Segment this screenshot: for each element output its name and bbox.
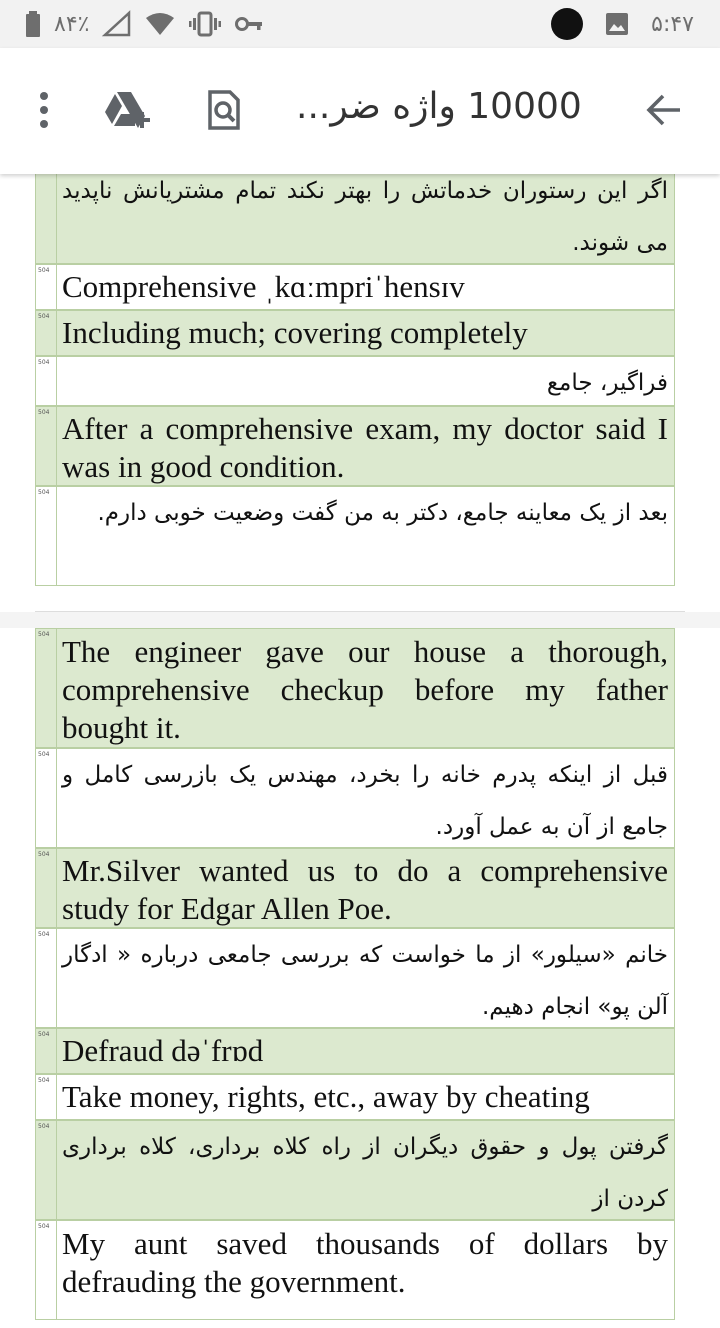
image-icon (605, 12, 629, 36)
app-toolbar (0, 48, 720, 174)
table-row (35, 848, 675, 928)
find-in-page-icon[interactable] (198, 84, 250, 136)
vpn-key-icon (235, 16, 263, 32)
row-number: 504 (38, 751, 50, 758)
english-text: Including much; covering completely (56, 311, 674, 355)
table-row (35, 1120, 675, 1220)
persian-text: بعد از یک معاینه جامع، دکتر به من گفت وضعیت خوبی دارم. (56, 487, 674, 585)
table-row (35, 628, 675, 748)
english-text: Comprehensive ˌkɑːmpriˈhensɪv (56, 265, 674, 309)
add-to-drive-icon[interactable] (102, 84, 154, 136)
english-text: Mr.Silver wanted us to do a comprehensive study for Edgar Allen Poe. (56, 849, 674, 927)
english-text: Defraud dəˈfrɒd (56, 1029, 674, 1073)
row-number: 504 (38, 631, 50, 638)
row-number: 504 (38, 931, 50, 938)
vibrate-icon (189, 12, 221, 36)
row-number: 504 (38, 313, 50, 320)
battery-level: ٨۴٪ (54, 11, 90, 37)
row-number: 504 (38, 1223, 50, 1230)
persian-text: خانم «سیلور» از ما خواست که بررسی جامعی درباره « ادگار آلن پو» انجام دهیم. (56, 929, 674, 1027)
table-row (35, 1220, 675, 1320)
table-row (35, 164, 675, 264)
persian-text: فراگیر، جامع (56, 357, 674, 405)
status-right (551, 10, 694, 38)
wifi-icon (145, 12, 175, 36)
table-row (35, 310, 675, 356)
page-separator (0, 612, 720, 628)
table-row (35, 356, 675, 406)
row-number: 504 (38, 1123, 50, 1130)
row-number: 504 (38, 489, 50, 496)
english-text: The engineer gave our house a thorough, comprehensive checkup before my father bought it. (56, 629, 674, 747)
table-row (35, 486, 675, 586)
table-row (35, 748, 675, 848)
battery-icon (26, 11, 40, 37)
record-dot-icon (551, 8, 583, 40)
row-number: 504 (38, 409, 50, 416)
english-text: After a comprehensive exam, my doctor said I was in good condition. (56, 407, 674, 485)
table-row (35, 928, 675, 1028)
english-text: My aunt saved thousands of dollars by defrauding the government. (56, 1221, 674, 1319)
table-row (35, 264, 675, 310)
document-title: 10000 واژه ضر... (296, 86, 582, 127)
row-number: 504 (38, 267, 50, 274)
table-row (35, 406, 675, 486)
more-vert-icon[interactable] (18, 84, 70, 136)
status-left (26, 10, 263, 38)
table-row (35, 1074, 675, 1120)
row-number: 504 (38, 1031, 50, 1038)
persian-text: اگر این رستوران خدماتش را بهتر نکند تمام مشتریانش ناپدید می شوند. (56, 165, 674, 263)
table-row (35, 1028, 675, 1074)
english-text: Take money, rights, etc., away by cheating (56, 1075, 674, 1119)
persian-text: قبل از اینکه پدرم خانه را بخرد، مهندس یک بازرسی کامل و جامع از آن به عمل آورد. (56, 749, 674, 847)
pdf-page (35, 164, 685, 612)
back-arrow-icon[interactable] (638, 84, 690, 136)
status-bar (0, 0, 720, 48)
signal-icon (103, 11, 131, 37)
persian-text: گرفتن پول و حقوق دیگران از راه کلاه برداری، کلاه برداری کردن از (56, 1121, 674, 1219)
row-number: 504 (38, 359, 50, 366)
row-number: 504 (38, 1077, 50, 1084)
clock: ۵:۴۷ (651, 11, 694, 37)
row-number: 504 (38, 851, 50, 858)
pdf-page (35, 628, 685, 1328)
pdf-viewer[interactable] (0, 174, 720, 1299)
